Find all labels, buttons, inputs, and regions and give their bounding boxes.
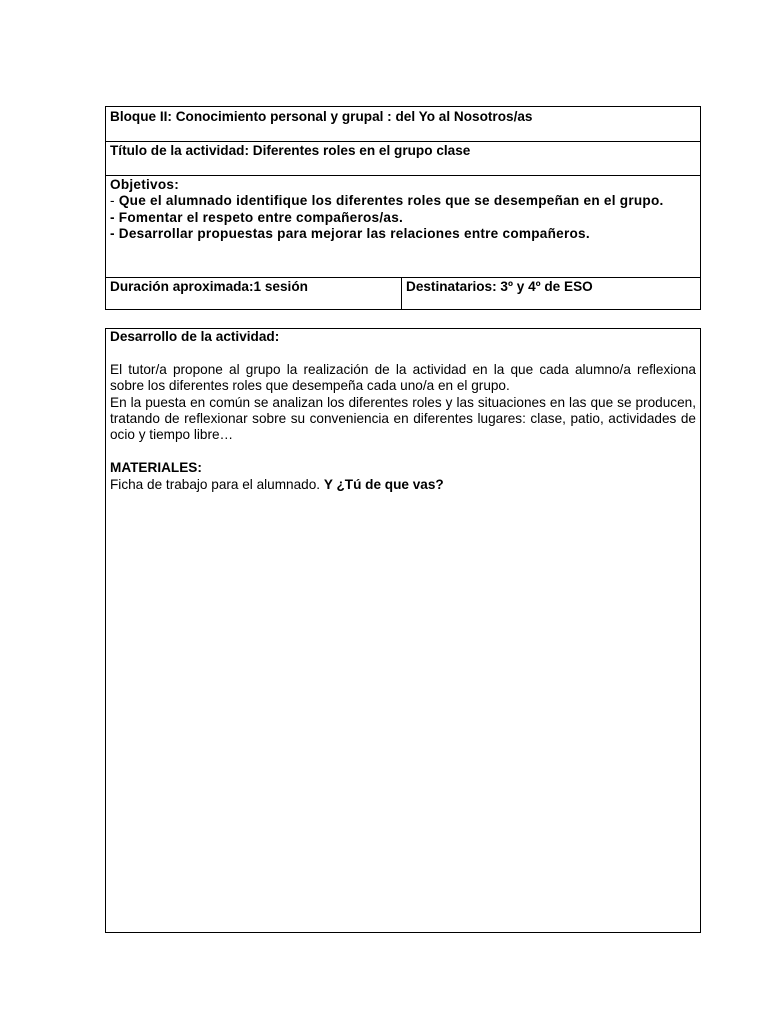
objective-item: - Desarrollar propuestas para mejorar las relaciones entre compañeros. [110, 226, 590, 242]
materials-worksheet-title: Y ¿Tú de que vas? [323, 476, 444, 492]
duration-row [106, 278, 700, 310]
block-row [106, 107, 700, 142]
objective-text: Que el alumnado identifique los diferentes roles que se desempeñan en el grupo. [118, 193, 664, 209]
audience: Destinatarios: 3º y 4º de ESO [406, 279, 593, 294]
development-paragraph: En la puesta en común se analizan los diferentes roles y las situaciones en las que se producen, tratando de reflexionar sobre su conveniencia en diferentes lugares: clase, patio, actividades de ocio y tiempo libre… [110, 394, 696, 443]
duration: Duración aproximada:1 sesión [110, 279, 308, 294]
objectives-heading: Objetivos: [110, 177, 179, 192]
development-heading: Desarrollo de la actividad: [110, 329, 280, 344]
materials-heading: MATERIALES: [110, 460, 202, 476]
objective-dash: - [110, 193, 119, 209]
activity-title: Título de la actividad: Diferentes roles en el grupo clase [110, 143, 471, 158]
activity-info-table [105, 106, 701, 310]
development-paragraph: El tutor/a propone al grupo la realización de la actividad en la que cada alumno/a reflexiona sobre los diferentes roles que desempeña cada uno/a en el grupo. [110, 361, 696, 394]
objective-item [110, 193, 696, 209]
materials-line [110, 477, 696, 493]
objective-item: - Fomentar el respeto entre compañeros/as. [110, 209, 404, 225]
column-divider [401, 278, 402, 310]
objectives-row [106, 176, 700, 278]
title-row [106, 142, 700, 176]
activity-development-table [105, 328, 701, 933]
block-title: Bloque II: Conocimiento personal y grupal : del Yo al Nosotros/as [110, 109, 533, 124]
development-content [110, 329, 696, 493]
objectives-block [110, 177, 696, 243]
materials-text: Ficha de trabajo para el alumnado. [110, 476, 324, 492]
